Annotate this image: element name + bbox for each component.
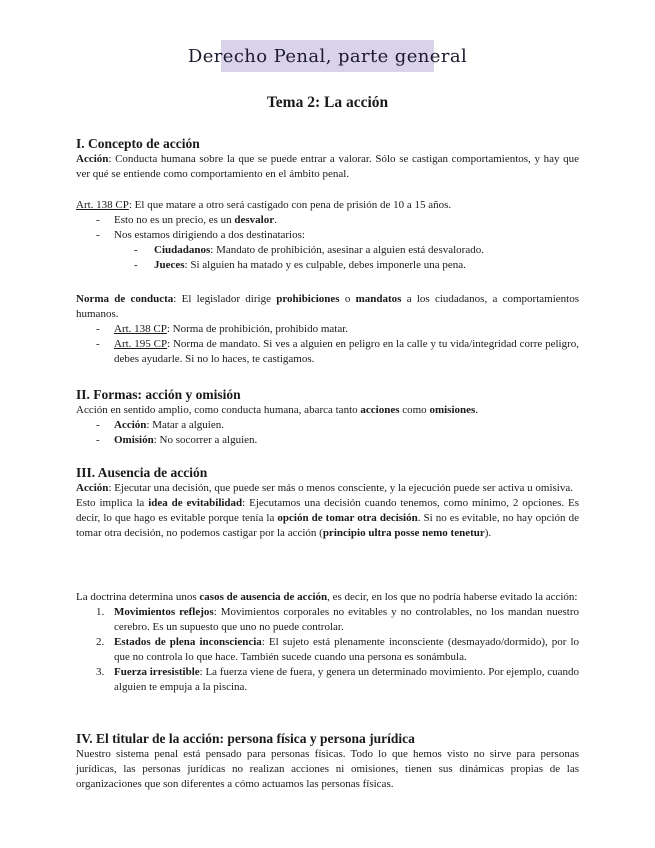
text: : El sujeto está plenamente inconsciente (desmayado/dormido), por lo que no controla lo que hace. También sucede cuando una persona es sonámbula.: [114, 636, 580, 663]
term: Acción: [76, 482, 109, 494]
title-banner: [187, 40, 468, 72]
text: .: [475, 404, 479, 416]
section-concepto: [76, 135, 579, 182]
paragraph: [76, 481, 579, 496]
sub-list-item: - Ciudadanos: Mandato de prohibición, asesinar a alguien está desvalorado.: [134, 244, 484, 256]
paragraph: [76, 403, 579, 418]
term: omisiones: [429, 404, 476, 416]
numbered-item: [76, 605, 579, 635]
text: .: [274, 214, 277, 226]
list-item: - Nos estamos dirigiendo a dos destinatarios:: [76, 228, 579, 243]
term: opción de tomar otra decisión: [277, 512, 418, 524]
text: a los ciudadanos, a comportamientos humanos.: [76, 293, 579, 320]
text: : El legislador dirige: [173, 293, 277, 305]
term: Acción: [114, 419, 147, 431]
item-number: 3.: [96, 666, 105, 678]
text: o: [339, 293, 356, 305]
text: : Movimientos corporales no evitables y no controlables, no los mandan nuestro cerebro. Es un supuesto que uno no puede controlar.: [114, 606, 579, 633]
paragraph: [76, 292, 579, 322]
text: : La fuerza viene de fuera, y genera un determinado movimiento. Por ejemplo, cuando alguien te empuja a la piscina.: [114, 666, 579, 693]
term: Norma de conducta: [76, 293, 174, 305]
section-formas: [76, 386, 579, 448]
term: Ciudadanos: [154, 244, 211, 256]
article-reference: Art. 195 CP: [114, 338, 168, 350]
list-item: - Acción: Matar a alguien.: [96, 419, 224, 431]
text: : Si alguien ha matado y es culpable, debes imponerle una pena.: [184, 259, 466, 271]
text: : Norma de mandato. Si ves a alguien en peligro en la calle y tu vida/integridad corre peligro, debes ayudarle. Si no lo haces, te castigamos.: [114, 338, 579, 365]
section-titular: [76, 730, 579, 792]
text: como: [399, 404, 430, 416]
casos-block: [76, 590, 579, 695]
banner-title: Derecho Penal, parte general: [187, 45, 468, 67]
topic-title: Tema 2: La acción: [266, 94, 389, 111]
text: : Matar a alguien.: [146, 419, 224, 431]
term: acciones: [360, 404, 400, 416]
section-ausencia: [76, 464, 579, 541]
term: desvalor: [234, 214, 275, 226]
text: . Si no es evitable, no hay opción de tomar otra decisión, no podemos castigar por la acción (: [76, 512, 579, 539]
term: Jueces: [154, 259, 185, 271]
text: ).: [484, 527, 492, 539]
term: principio ultra posse nemo tenetur: [322, 527, 485, 539]
numbered-item: [76, 665, 579, 695]
list-item: - Art. 138 CP: Norma de prohibición, prohibido matar.: [96, 323, 349, 335]
item-number: 2.: [96, 636, 105, 648]
item-number: 1.: [96, 606, 105, 618]
paragraph: [76, 590, 579, 605]
paragraph: [76, 152, 579, 182]
list-item: - Art. 195 CP: Norma de mandato. Si ves a alguien en peligro en la calle y tu vida/integridad corre peligro, debes ayudarle. Si no lo haces, te castigamos.: [96, 338, 579, 365]
term: Omisión: [114, 434, 154, 446]
term: Acción: [76, 153, 109, 165]
norma-block: [76, 292, 579, 367]
text: Acción en sentido amplio, como conducta humana, abarca tanto: [76, 404, 361, 416]
article-reference: Art. 138 CP: [76, 199, 129, 211]
text: : El que matare a otro será castigado con pena de prisión de 10 a 15 años.: [128, 199, 452, 211]
text: : Conducta humana sobre la que se puede entrar a valorar. Sólo se castigan comportamientos, y hay que ver qué se entiende como comportamiento en el ámbito penal.: [76, 153, 579, 180]
paragraph: Nuestro sistema penal está pensado para personas físicas. Todo lo que hemos visto no sirve para personas jurídicas, las personas jurídicas no realizan acciones ni omisiones, tienen sus dinámicas propias de las organizaciones que son diferentes a cómo actuamos las personas físicas.: [76, 748, 579, 790]
article-reference: Art. 138 CP: [114, 323, 167, 335]
list-item: - Esto no es un precio, es un desvalor.: [96, 214, 277, 226]
numbered-item: [76, 635, 579, 665]
text: : No socorrer a alguien.: [153, 434, 258, 446]
paragraph: [76, 198, 579, 213]
term: idea de evitabilidad: [148, 497, 243, 509]
text: : Ejecutar una decisión, que puede ser más o menos consciente, y la ejecución puede ser activa u omisiva.: [108, 482, 573, 494]
section-heading: II. Formas: acción y omisión: [76, 387, 241, 402]
text: : Mandato de prohibición, asesinar a alguien está desvalorado.: [210, 244, 484, 256]
sub-list-item: - Jueces: Si alguien ha matado y es culpable, debes imponerle una pena.: [134, 259, 466, 271]
art-138-block: [76, 198, 579, 273]
section-heading: IV. El titular de la acción: persona física y persona jurídica: [76, 731, 415, 746]
term: casos de ausencia de acción: [199, 591, 328, 603]
term: mandatos: [355, 293, 402, 305]
text: : Ejecutamos una decisión cuando tenemos, como mínimo, 2 opciones. Es decir, lo que hago es evitable porque tenía la: [76, 497, 579, 524]
term: Estados de plena inconsciencia: [114, 636, 262, 648]
paragraph: [76, 496, 579, 541]
term: Movimientos reflejos: [114, 606, 214, 618]
text: Esto implica la: [76, 497, 149, 509]
section-heading: III. Ausencia de acción: [76, 465, 208, 480]
term: prohibiciones: [276, 293, 340, 305]
list-item: - Omisión: No socorrer a alguien.: [96, 434, 258, 446]
text: La doctrina determina unos: [76, 591, 200, 603]
text: : Norma de prohibición, prohibido matar.: [166, 323, 349, 335]
term: Fuerza irresistible: [114, 666, 200, 678]
text: , es decir, en los que no podría haberse evitado la acción:: [327, 591, 578, 603]
text: Nos estamos dirigiendo a dos destinatarios:: [114, 229, 305, 241]
text: Esto no es un precio, es un: [114, 214, 235, 226]
section-heading: I. Concepto de acción: [76, 136, 200, 151]
